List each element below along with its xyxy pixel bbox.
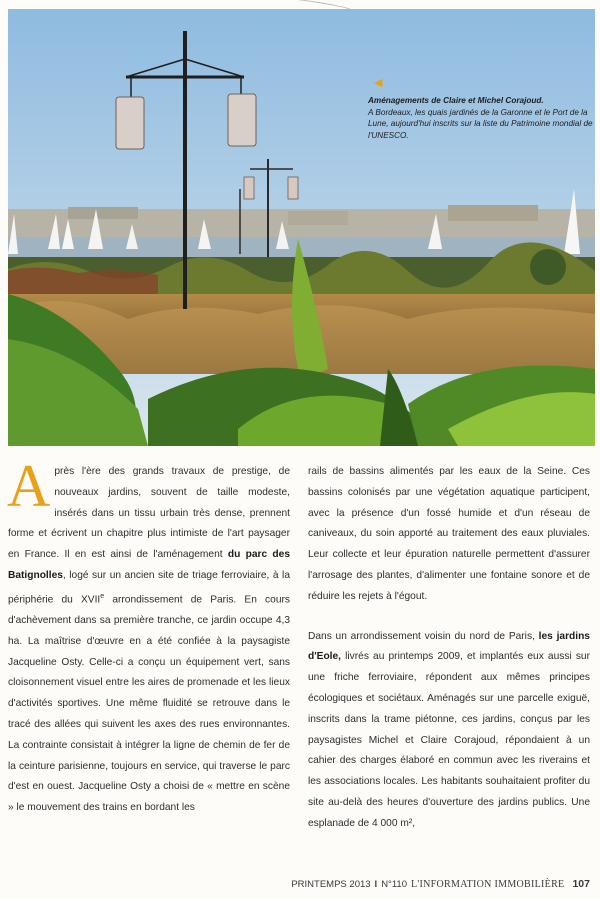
paragraph-text: Dans un arrondissement voisin du nord de Paris, bbox=[308, 630, 539, 642]
photo-caption bbox=[368, 77, 595, 141]
drop-cap: A bbox=[7, 453, 51, 519]
paragraph-text: livrés au printemps 2009, et implantés eux aussi sur une friche ferroviaire, répondent aux mêmes principes écologiques et sociétaux. Aménagés sur une parcelle exiguë, inscrits dans la trame piétonne, ces jardins, conçus par les paysagistes Michel et Claire Corajoud, répondaient à un cahier des charges élaboré en commun avec les riverains et les associations locales. Les habitants souhaitaient profiter du site au-delà des heures d'ouverture des jardins publics. Une esplanade de 4 000 m², bbox=[308, 651, 590, 829]
article-column-left bbox=[7, 453, 290, 819]
park-name-eole: les jardins d'Eole, bbox=[308, 630, 590, 663]
footer-issue: PRINTEMPS 2013 bbox=[291, 879, 371, 890]
footer-separator: I bbox=[374, 879, 378, 890]
page-footer bbox=[291, 878, 590, 890]
article-paragraph: rails de bassins alimentés par les eaux de la Seine. Ces bassins colonisés par une végétation aquatique participent, avec la présence d'un fossé humide et d'un réseau de caniveaux, du soin apporté au traitement des eaux pluviales. Leur collecte et leur épuration naturelle permettent d'assurer l'arrosage des plantes, d'alimenter une fontaine sonore et de réduire les rejets à l'égout. bbox=[308, 466, 590, 602]
article-paragraph bbox=[7, 453, 290, 819]
footer-number: N°110 bbox=[381, 879, 407, 890]
garden-quay-illustration bbox=[8, 9, 595, 446]
caption-title: Aménagements de Claire et Michel Corajoud. bbox=[368, 96, 544, 105]
paragraph-text: , logé sur un ancien site de triage ferroviaire, à la périphérie du bbox=[8, 569, 290, 606]
footer-magazine-name: L'INFORMATION IMMOBILIÈRE bbox=[411, 879, 565, 890]
paragraph-text: près l'ère des grands travaux de prestige, de nouveaux jardins, souvent de taille modeste, insérés dans un tissu urbain très dense, prennent forme et écrivent un chapitre plus intimiste de l'art paysager en France. Il en est ainsi de l'aménagement bbox=[8, 466, 290, 561]
article-column-right bbox=[308, 462, 590, 835]
caption-body: A Bordeaux, les quais jardinés de la Garonne et le Port de la Lune, aujourd'hui inscrits sur la liste du Patrimoine mondial de l'UNESCO. bbox=[368, 107, 593, 140]
ordinal-suffix: e bbox=[100, 592, 105, 600]
arrondissement-number: XVII bbox=[80, 594, 101, 606]
paragraph-text: arrondissement de Paris. En cours d'achèvement dans sa première tranche, ce jardin occupe 4,3 ha. La maîtrise d'œuvre en a été confiée à la paysagiste Jacqueline Osty. Celle-ci a conçu un équipement vert, sans cloisonnement visuel entre les aires de promenade et les lieux d'activités sportives. Une même fluidité se retrouve dans le tracé des allées qui suivent les axes des rues environnantes. La contrainte consistait à intégrer la ligne de chemin de fer de la ceinture parisienne, toujours en service, qui traverse le parc d'est en ouest. Jacqueline Osty a choisi de « mettre en scène » le mouvement des trains en bordant les bbox=[8, 594, 290, 814]
article-paragraph bbox=[308, 627, 590, 835]
park-name-batignolles: du parc des Batignolles bbox=[8, 549, 290, 581]
article-photo bbox=[8, 9, 595, 446]
page-number: 107 bbox=[572, 878, 590, 890]
caption-marker-icon: ◀ bbox=[374, 77, 383, 89]
